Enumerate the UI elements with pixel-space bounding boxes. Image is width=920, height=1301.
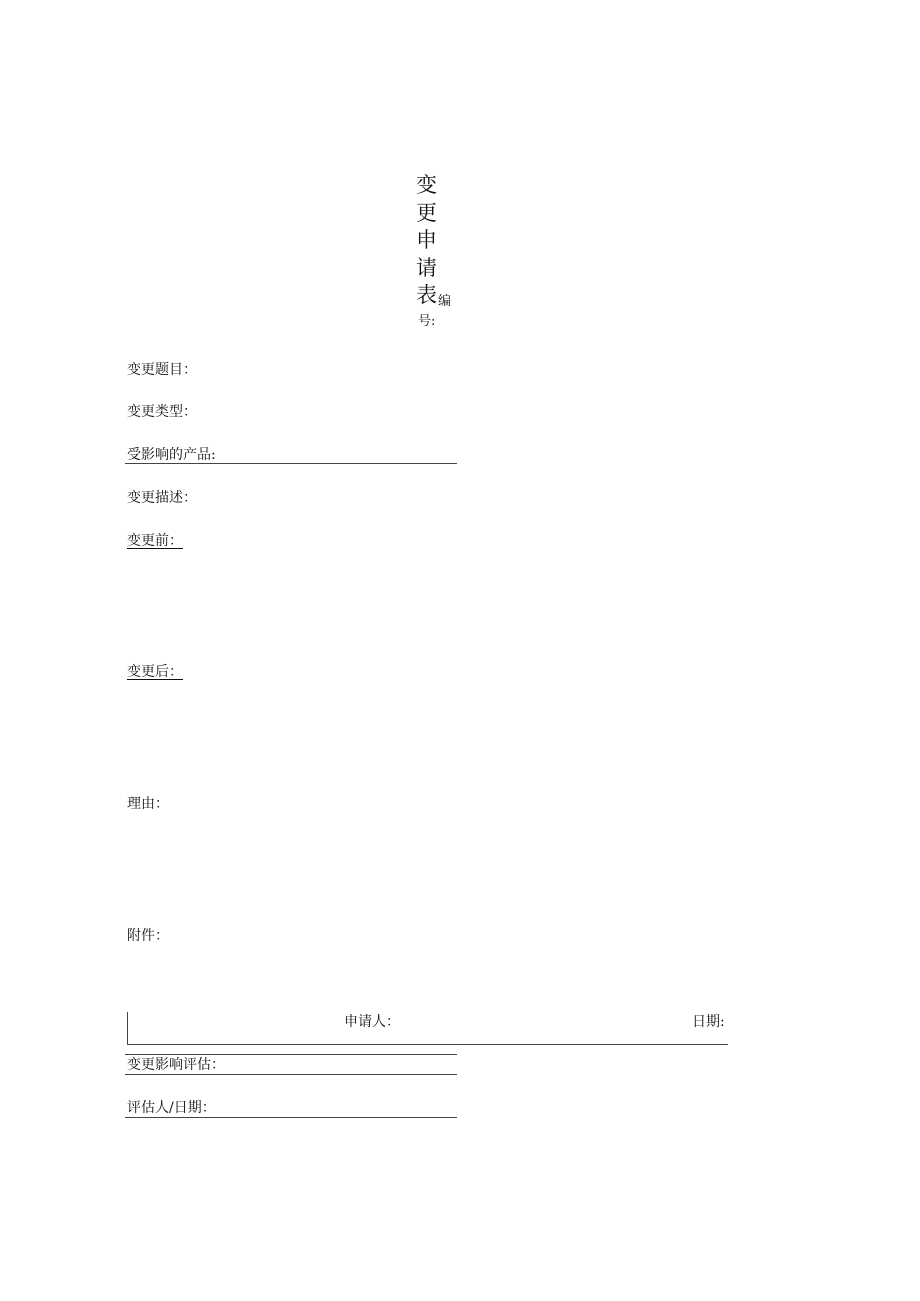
affected-product-underline <box>125 463 457 464</box>
applicant-label: 申请人： <box>344 1014 400 1030</box>
title-char: 请 <box>416 255 437 280</box>
form-number-label-cont: 号: <box>418 314 436 329</box>
signature-bottom-border <box>127 1044 728 1045</box>
form-title <box>416 172 476 310</box>
title-char: 申 <box>416 228 437 252</box>
title-char: 变 <box>416 173 437 197</box>
affected-product-label: 受影响的产品: <box>127 447 216 463</box>
impact-assessment-label: 变更影响评估： <box>127 1057 225 1073</box>
assessor-date-label: 评估人/日期： <box>127 1100 216 1116</box>
after-change-label: 变更后： <box>127 664 183 680</box>
reason-label: 理由： <box>127 796 169 812</box>
title-char: 表 <box>416 283 437 307</box>
title-char: 更 <box>416 200 437 225</box>
impact-assessment-underline <box>125 1074 457 1075</box>
assessment-top-line <box>125 1054 457 1055</box>
change-type-label: 变更类型： <box>127 404 197 420</box>
date-label: 日期: <box>692 1014 725 1030</box>
before-change-label: 变更前： <box>127 533 183 549</box>
signature-left-border <box>127 1012 128 1045</box>
assessor-date-underline <box>125 1117 457 1118</box>
change-description-label: 变更描述： <box>127 490 197 506</box>
attachment-label: 附件： <box>127 928 169 944</box>
change-subject-label: 变更题目： <box>127 362 197 378</box>
form-number-label: 编 <box>438 294 452 309</box>
